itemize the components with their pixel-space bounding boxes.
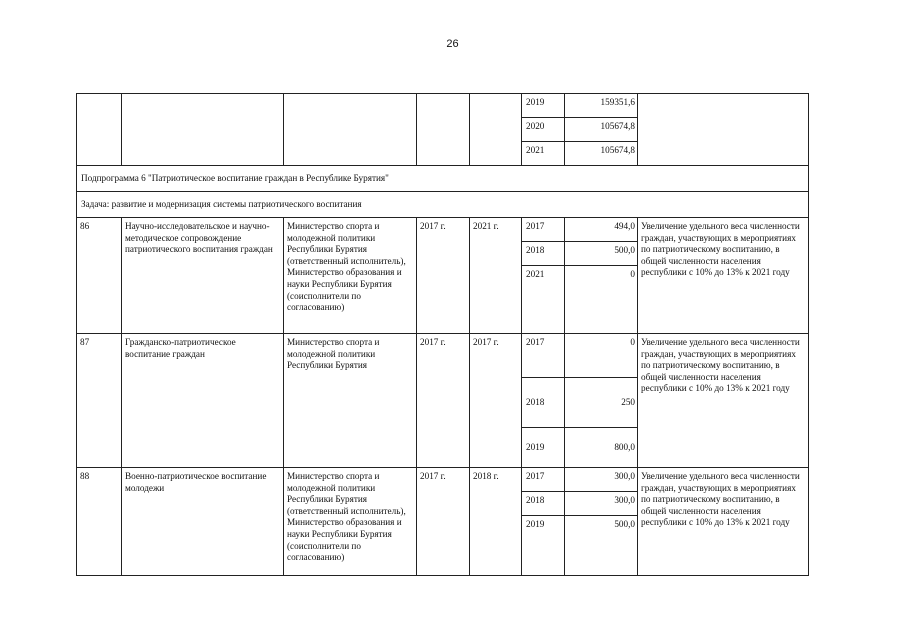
entry-start: 2017 г. <box>417 468 470 576</box>
subprogram-title: Подпрограмма 6 "Патриотическое воспитание граждан в Республике Бурятия" <box>77 166 809 192</box>
task-title: Задача: развитие и модернизация системы патриотического воспитания <box>77 192 809 218</box>
funding-year: 2018 <box>522 242 565 266</box>
entry-executor: Министерство спорта и молодежной политики Республики Бурятия <box>284 334 417 468</box>
cont-num-cell <box>77 94 122 166</box>
funding-year: 2018 <box>522 378 565 428</box>
subprogram-row <box>77 166 809 192</box>
funding-amount: 105674,8 <box>565 142 638 166</box>
funding-amount: 500,0 <box>565 242 638 266</box>
cont-executor-cell <box>284 94 417 166</box>
entry-executor: Министерство спорта и молодежной политики Республики Бурятия (ответственный исполнитель), Министерство образования и науки Республики Бурятия (соисполнители по согласованию) <box>284 468 417 576</box>
funding-year: 2021 <box>522 266 565 334</box>
entry-name: Гражданско-патриотическое воспитание граждан <box>122 334 284 468</box>
funding-amount: 800,0 <box>565 428 638 468</box>
program-table <box>76 93 809 576</box>
funding-year: 2020 <box>522 118 565 142</box>
entry-result: Увеличение удельного веса численности граждан, участвующих в мероприятиях по патриотическому воспитанию, в общей численности населения республики с 10% до 13% к 2021 году <box>638 218 809 334</box>
entry-result: Увеличение удельного веса численности граждан, участвующих в мероприятиях по патриотическому воспитанию, в общей численности населения республики с 10% до 13% к 2021 году <box>638 334 809 468</box>
entry-name: Научно-исследовательское и научно-методическое сопровождение патриотического воспитания граждан <box>122 218 284 334</box>
entry-name: Военно-патриотическое воспитание молодежи <box>122 468 284 576</box>
entry-end: 2021 г. <box>470 218 522 334</box>
funding-amount: 494,0 <box>565 218 638 242</box>
entry-end: 2017 г. <box>470 334 522 468</box>
entry-number: 87 <box>77 334 122 468</box>
entry-start: 2017 г. <box>417 334 470 468</box>
task-row <box>77 192 809 218</box>
funding-amount: 0 <box>565 334 638 378</box>
continuation-row <box>77 94 809 118</box>
funding-year: 2017 <box>522 218 565 242</box>
page-number: 26 <box>446 38 459 50</box>
funding-year: 2017 <box>522 468 565 492</box>
entry-executor: Министерство спорта и молодежной политики Республики Бурятия (ответственный исполнитель), Министерство образования и науки Республики Бурятия (соисполнители по согласованию) <box>284 218 417 334</box>
funding-amount: 500,0 <box>565 516 638 576</box>
funding-year: 2019 <box>522 94 565 118</box>
entry-start: 2017 г. <box>417 218 470 334</box>
funding-year: 2017 <box>522 334 565 378</box>
funding-amount: 250 <box>565 378 638 428</box>
table-row <box>77 334 809 378</box>
funding-year: 2018 <box>522 492 565 516</box>
cont-result-cell <box>638 94 809 166</box>
table-row <box>77 468 809 492</box>
funding-year: 2021 <box>522 142 565 166</box>
funding-amount: 0 <box>565 266 638 334</box>
funding-amount: 159351,6 <box>565 94 638 118</box>
entry-number: 86 <box>77 218 122 334</box>
cont-start-cell <box>417 94 470 166</box>
entry-result: Увеличение удельного веса численности граждан, участвующих в мероприятиях по патриотическому воспитанию, в общей численности населения республики с 10% до 13% к 2021 году <box>638 468 809 576</box>
cont-end-cell <box>470 94 522 166</box>
table-row <box>77 218 809 242</box>
entry-number: 88 <box>77 468 122 576</box>
cont-name-cell <box>122 94 284 166</box>
funding-year: 2019 <box>522 516 565 576</box>
funding-amount: 300,0 <box>565 492 638 516</box>
funding-amount: 300,0 <box>565 468 638 492</box>
funding-amount: 105674,8 <box>565 118 638 142</box>
funding-year: 2019 <box>522 428 565 468</box>
entry-end: 2018 г. <box>470 468 522 576</box>
